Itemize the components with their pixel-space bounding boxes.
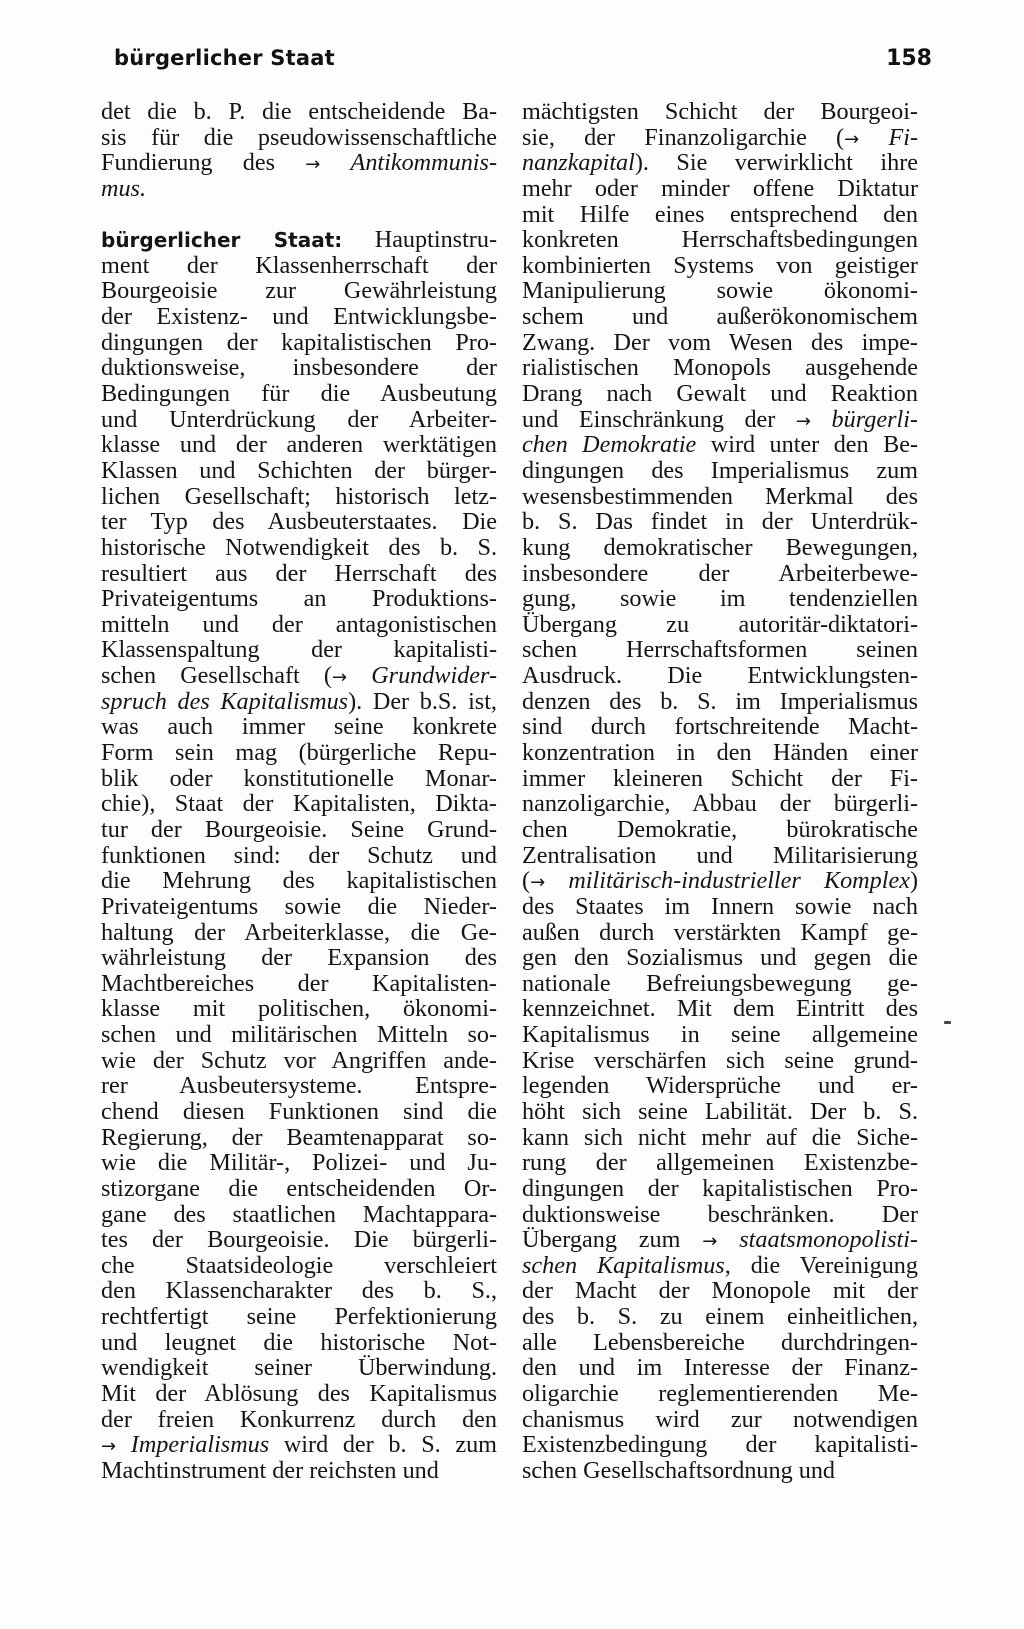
text-run: sis für die pseudowissenschaftliche (101, 124, 497, 151)
text-line (101, 1150, 497, 1176)
text-run: tur der Bourgeoisie. Seine Grund- (101, 816, 497, 843)
text-run: insbesondere der Arbeiterbewe- (522, 560, 918, 587)
text-line (101, 1176, 497, 1202)
text-line (522, 278, 918, 304)
text-line (101, 689, 497, 715)
text-run: Übergang zu autoritär-diktatori- (522, 611, 918, 638)
text-line (101, 355, 497, 381)
text-run: wie die Militär-, Polizei- und Ju- (101, 1150, 497, 1176)
text-line (522, 663, 918, 689)
text-line (522, 99, 918, 125)
entry-headword: bürgerlicher Staat: (101, 228, 343, 253)
text-run: funktionen sind: der Schutz und (101, 842, 497, 869)
text-run: chie), Staat der Kapitalisten, Dikta- (101, 791, 497, 817)
text-line (101, 330, 497, 356)
text-run: Drang nach Gewalt und Reaktion (522, 381, 918, 407)
text-run: det die b. P. die entscheidende Ba- (101, 99, 497, 125)
text-run: des Staates im Innern sowie nach (522, 893, 918, 920)
text-run: schen Gesellschaft ( (101, 663, 332, 689)
text-run: tes der Bourgeoisie. Die bürgerli- (101, 1227, 497, 1253)
text-line (522, 1253, 918, 1279)
text-line (522, 1125, 918, 1151)
cross-reference-term: mus. (101, 175, 147, 202)
text-run: des b. S. zu einem einheitlichen, (522, 1304, 918, 1330)
text-line (522, 971, 918, 997)
text-run: den Klassencharakter des b. S., (101, 1278, 497, 1305)
text-line (101, 894, 497, 920)
text-run: Privateigentums sowie die Nieder- (101, 893, 497, 920)
text-line (101, 1202, 497, 1228)
text-run: kombinierten Systems von geistiger (522, 252, 918, 279)
text-run: stizorgane die entscheidenden Or- (101, 1175, 497, 1202)
text-run: Mit der Ablösung des Kapitalismus (101, 1381, 497, 1407)
text-line (522, 304, 918, 330)
text-line (522, 1048, 918, 1074)
text-line (522, 868, 918, 894)
text-run: wesensbestimmenden Merkmal des (522, 483, 918, 510)
text-run: gen den Sozialismus und gegen die (522, 945, 918, 971)
text-line (101, 637, 497, 663)
text-run: und Einschränkung der (522, 406, 796, 433)
text-run (347, 663, 371, 689)
text-line (101, 1407, 497, 1433)
cross-reference-term: Imperialismus (130, 1432, 270, 1458)
text-line (101, 996, 497, 1022)
text-run: rung der allgemeinen Existenzbe- (522, 1150, 918, 1176)
text-run: ). Der b.S. ist, (348, 688, 497, 715)
text-run: kennzeichnet. Mit dem Eintritt des (522, 996, 918, 1023)
text-line (522, 125, 918, 151)
text-run: Privateigentums an Produktions- (101, 586, 497, 612)
text-run: rechtfertigt seine Perfektionierung (101, 1304, 497, 1330)
text-line (522, 714, 918, 740)
text-line (101, 1330, 497, 1356)
cross-reference-term: Grundwider- (371, 663, 497, 689)
text-run: Bedingungen für die Ausbeutung (101, 381, 497, 407)
text-run: der Existenz- und Entwicklungsbe- (101, 304, 497, 330)
text-run: duktionsweise beschränken. Der (522, 1201, 918, 1228)
text-line (101, 1458, 497, 1484)
cross-reference-term: bürgerli- (831, 406, 918, 433)
text-line (522, 817, 918, 843)
text-line (522, 1381, 918, 1407)
text-line (522, 920, 918, 946)
text-run: Form sein mag (bürgerliche Repu- (101, 740, 497, 766)
text-run: dingungen des Imperialismus zum (522, 457, 918, 484)
text-run: haltung der Arbeiterklasse, die Ge- (101, 919, 497, 946)
text-run (545, 868, 568, 894)
text-line (101, 663, 497, 689)
text-run: wendigkeit seiner Überwindung. (101, 1355, 497, 1382)
print-speck (944, 1021, 951, 1024)
text-run: mächtigsten Schicht der Bourgeoi- (522, 99, 918, 125)
text-run (320, 150, 350, 176)
text-line (522, 791, 918, 817)
text-run: resultiert aus der Herrschaft des (101, 560, 497, 587)
text-run: gane des staatlichen Machtappara- (101, 1201, 497, 1228)
cross-reference-term: nanzkapital (522, 150, 635, 176)
text-run: und leugnet die historische Not- (101, 1329, 497, 1356)
text-line (522, 1407, 918, 1433)
text-line (101, 586, 497, 612)
page-number: 158 (886, 46, 932, 71)
text-line (101, 791, 497, 817)
text-run: höht sich seine Labilität. Der b. S. (522, 1098, 918, 1125)
text-run: chen Demokratie, bürokratische (522, 816, 918, 843)
text-run: kung demokratischer Bewegungen, (522, 534, 918, 561)
text-run: Bourgeoisie zur Gewährleistung (101, 278, 497, 305)
text-line (522, 355, 918, 381)
text-run: Manipulierung sowie ökonomi- (522, 278, 918, 305)
text-line (522, 330, 918, 356)
text-run: ( (522, 868, 531, 894)
text-line (522, 1202, 918, 1228)
text-run: dingungen der kapitalistischen Pro- (522, 1175, 918, 1202)
text-line (101, 1227, 497, 1253)
text-line (101, 561, 497, 587)
text-run: und Unterdrückung der Arbeiter- (101, 406, 497, 433)
text-run: schem und außerökonomischem (522, 304, 918, 330)
text-run: immer kleineren Schicht der Fi- (522, 765, 918, 792)
text-line (101, 1432, 497, 1458)
text-line (522, 1022, 918, 1048)
arrow-icon: → (305, 154, 321, 176)
text-run: sind durch fortschreitende Macht- (522, 714, 918, 741)
text-line (101, 304, 497, 330)
text-line (522, 894, 918, 920)
text-line (101, 1304, 497, 1330)
text-line (522, 689, 918, 715)
cross-reference-term: Antikommunis- (350, 150, 497, 176)
text-run: Zentralisation und Militarisierung (522, 842, 918, 869)
arrow-icon: → (530, 872, 546, 894)
text-run: legenden Widersprüche und er- (522, 1073, 918, 1099)
text-line (522, 432, 918, 458)
text-run: wie der Schutz vor Angriffen ande- (101, 1047, 497, 1074)
text-run: Regierung, der Beamtenapparat so- (101, 1124, 497, 1151)
text-line (101, 381, 497, 407)
text-line (522, 766, 918, 792)
text-line (522, 1458, 918, 1484)
text-run: der freien Konkurrenz durch den (101, 1406, 497, 1433)
text-line (101, 1355, 497, 1381)
text-run: Krise verschärfen sich seine grund- (522, 1047, 918, 1074)
text-line (101, 509, 497, 535)
text-run: konzentration in den Händen einer (522, 740, 918, 766)
text-run: währleistung der Expansion des (101, 945, 497, 971)
text-run (811, 407, 832, 433)
text-run: Zwang. Der vom Wesen des impe- (522, 329, 918, 356)
text-run: wird unter den Be- (696, 432, 918, 458)
text-run: was auch immer seine konkrete (101, 714, 497, 741)
arrow-icon: → (331, 667, 348, 689)
text-line (522, 1330, 918, 1356)
text-line (522, 227, 918, 253)
text-line (101, 1253, 497, 1279)
text-line (522, 612, 918, 638)
text-line (522, 509, 918, 535)
text-run: ) (909, 868, 918, 894)
text-line (522, 1304, 918, 1330)
text-run: nanzoligarchie, Abbau der bürgerli- (522, 791, 918, 817)
text-run: lichen Gesellschaft; historisch letz- (101, 483, 497, 510)
text-line (522, 740, 918, 766)
cross-reference-term: Fi- (888, 124, 918, 151)
text-run: konkreten Herrschaftsbedingungen (522, 227, 918, 253)
text-line (522, 253, 918, 279)
text-run: der Macht der Monopole mit der (522, 1278, 918, 1305)
text-run: Machtinstrument der reichsten und (101, 1457, 439, 1484)
text-line (101, 740, 497, 766)
text-line (101, 714, 497, 740)
text-line (522, 843, 918, 869)
text-line (522, 381, 918, 407)
text-line (101, 817, 497, 843)
text-run (859, 125, 888, 151)
text-line (522, 1150, 918, 1176)
text-run: ter Typ des Ausbeuterstaates. Die (101, 509, 497, 535)
cross-reference-term: schen Kapitalismus (522, 1252, 725, 1279)
text-line (101, 612, 497, 638)
text-run: Ausdruck. Die Entwicklungsten- (522, 663, 918, 689)
text-line (101, 843, 497, 869)
text-line (522, 637, 918, 663)
text-run: chanismus wird zur notwendigen (522, 1406, 918, 1433)
text-run: rer Ausbeutersysteme. Entspre- (101, 1073, 497, 1099)
text-run: che Staatsideologie verschleiert (101, 1252, 497, 1279)
text-run: schen Gesellschaftsordnung und (522, 1457, 836, 1484)
text-run: die Mehrung des kapitalistischen (101, 868, 497, 894)
text-line (522, 535, 918, 561)
text-line (101, 227, 497, 253)
cross-reference-term: spruch des Kapitalismus (101, 688, 349, 715)
text-run: dingungen der kapitalistischen Pro- (101, 329, 497, 356)
text-run (116, 1432, 131, 1458)
text-run: blik oder konstitutionelle Monar- (101, 765, 497, 792)
text-run: wird der b. S. zum (269, 1432, 497, 1458)
text-line (522, 458, 918, 484)
text-run: Klassen und Schichten der bürger- (101, 457, 497, 484)
cross-reference-term: staatsmonopolisti- (739, 1227, 918, 1253)
text-run: mit Hilfe eines entsprechend den (522, 201, 918, 228)
text-run: ment der Klassenherrschaft der (101, 252, 497, 279)
text-line (522, 1227, 918, 1253)
text-run: Existenzbedingung der kapitalisti- (522, 1432, 918, 1458)
text-run: gung, sowie im tendenziellen (522, 586, 918, 612)
text-run: mehr oder minder offene Diktatur (522, 175, 918, 202)
left-text-column (101, 99, 497, 1484)
text-line (101, 1099, 497, 1125)
text-line (101, 278, 497, 304)
text-run: b. S. Das findet in der Unterdrük- (522, 509, 918, 535)
cross-reference-term: chen Demokratie (522, 432, 697, 458)
text-run: alle Lebensbereiche durchdringen- (522, 1329, 918, 1356)
arrow-icon: → (702, 1231, 718, 1253)
text-line (101, 253, 497, 279)
paragraph-gap (101, 202, 497, 228)
text-line (522, 484, 918, 510)
text-line (522, 407, 918, 433)
text-line (101, 1073, 497, 1099)
text-line (522, 1099, 918, 1125)
text-line (101, 945, 497, 971)
text-run: schen und militärischen Mitteln so- (101, 1022, 497, 1048)
text-run: mitteln und der antagonistischen (101, 611, 497, 638)
arrow-icon: → (844, 128, 860, 150)
text-line (522, 996, 918, 1022)
text-line (101, 1278, 497, 1304)
text-run: Machtbereiches der Kapitalisten- (101, 970, 497, 997)
running-head: bürgerlicher Staat (114, 46, 335, 70)
text-line (522, 176, 918, 202)
text-run: denzen des b. S. im Imperialismus (522, 688, 918, 715)
text-run: schen Herrschaftsformen seinen (522, 637, 918, 664)
text-line (101, 535, 497, 561)
text-line (522, 586, 918, 612)
text-run: duktionsweise, insbesondere der (101, 355, 497, 382)
text-line (101, 484, 497, 510)
text-line (101, 1048, 497, 1074)
text-line (101, 1381, 497, 1407)
text-line (101, 868, 497, 894)
text-run: historische Notwendigkeit des b. S. (101, 534, 497, 561)
text-line (522, 1432, 918, 1458)
text-line (522, 1073, 918, 1099)
right-text-column (522, 99, 918, 1484)
text-run: Übergang zum (522, 1227, 703, 1253)
text-run (717, 1227, 739, 1253)
arrow-icon: → (101, 1436, 117, 1458)
text-line (101, 432, 497, 458)
text-line (522, 1355, 918, 1381)
text-run: nationale Befreiungsbewegung ge- (522, 970, 918, 997)
text-line (101, 125, 497, 151)
text-line (522, 561, 918, 587)
text-run: Fundierung des (101, 150, 306, 176)
text-line (101, 407, 497, 433)
text-line (101, 99, 497, 125)
text-line (101, 176, 497, 202)
text-run: den und im Interesse der Finanz- (522, 1355, 918, 1382)
text-line (101, 150, 497, 176)
text-line (522, 1176, 918, 1202)
text-run: klasse und der anderen werktätigen (101, 432, 497, 458)
text-line (101, 1022, 497, 1048)
text-line (101, 1125, 497, 1151)
text-line (101, 766, 497, 792)
text-run: Klassenspaltung der kapitalisti- (101, 637, 497, 664)
text-line (522, 202, 918, 228)
text-run: sie, der Finanzoligarchie ( (522, 124, 845, 151)
text-line (522, 150, 918, 176)
text-run: Hauptinstru- (342, 227, 497, 253)
arrow-icon: → (795, 410, 811, 432)
text-line (101, 458, 497, 484)
text-line (101, 971, 497, 997)
text-run: oligarchie reglementierenden Me- (522, 1381, 918, 1407)
text-run: ). Sie verwirklicht ihre (634, 150, 918, 176)
text-run: chend diesen Funktionen sind die (101, 1098, 497, 1125)
text-line (522, 1278, 918, 1304)
text-run: außen durch verstärkten Kampf ge- (522, 919, 918, 946)
text-line (101, 920, 497, 946)
text-line (522, 945, 918, 971)
text-run: rialistischen Monopols ausgehende (522, 355, 918, 382)
text-run: kann sich nicht mehr auf die Siche- (522, 1124, 918, 1151)
text-run: Kapitalismus in seine allgemeine (522, 1022, 918, 1048)
text-run: klasse mit politischen, ökonomi- (101, 996, 497, 1023)
cross-reference-term: militärisch-industrieller Komplex (568, 868, 910, 894)
text-run: , die Vereinigung (724, 1252, 918, 1279)
